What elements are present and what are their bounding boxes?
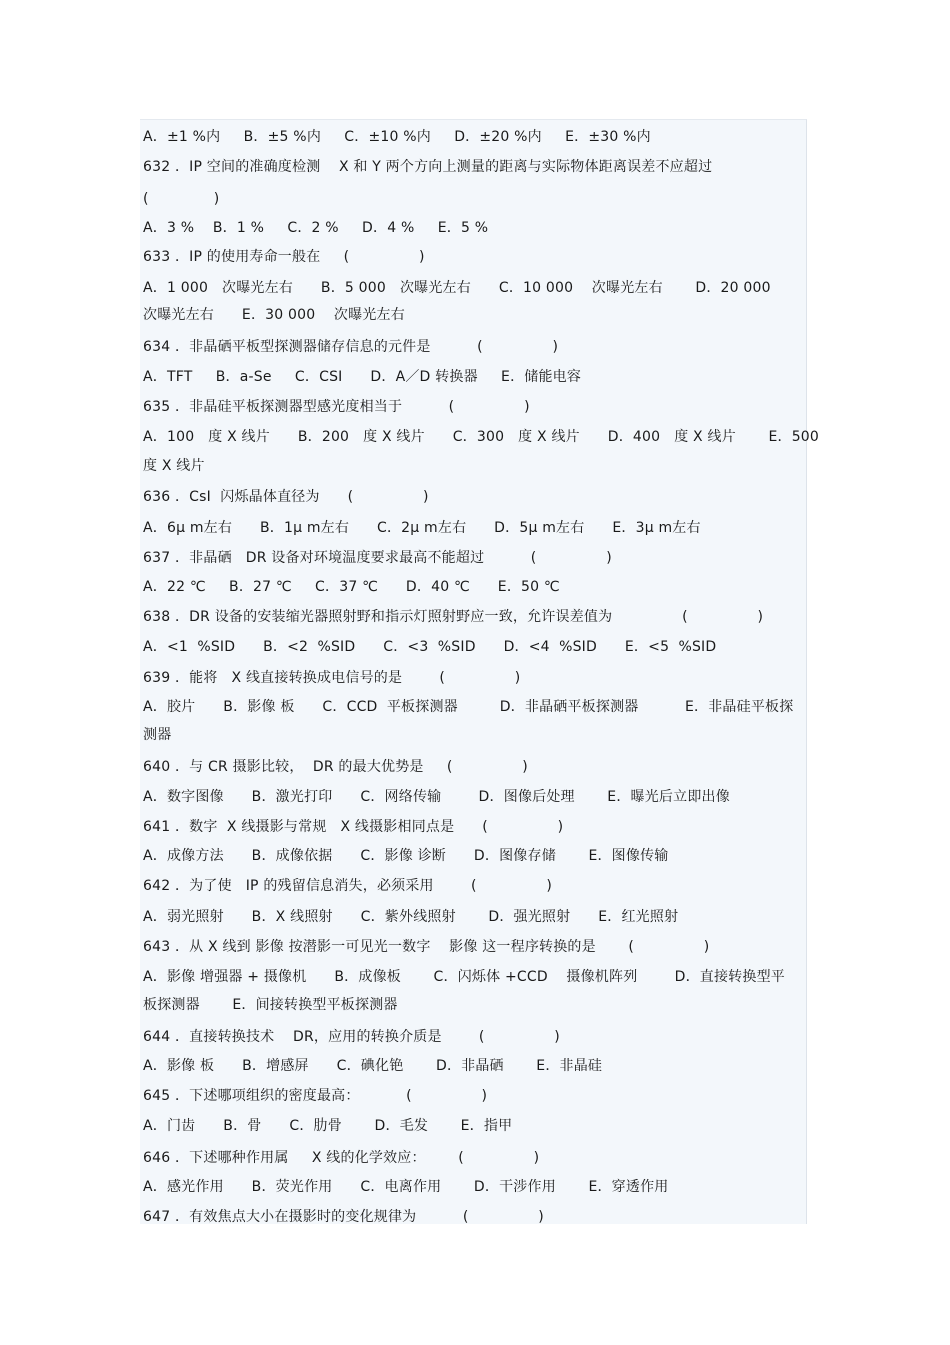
answer-options-635-cont: 度 X 线片 <box>143 458 205 474</box>
answer-options-631: A．±1 %内 B．±5 %内 C．±10 %内 D．±20 %内 E．±30 %内 <box>143 129 651 145</box>
question-638: 638 ．DR 设备的安装缩光器照射野和指示灯照射野应一致，允许误差值为 ( ) <box>143 609 764 625</box>
question-639: 639 ．能将 X 线直接转换成电信号的是 ( ) <box>143 670 521 686</box>
answer-options-633-cont: 次曝光左右 E．30 000 次曝光左右 <box>143 307 405 323</box>
question-636: 636 ．CsI 闪烁晶体直径为 ( ) <box>143 489 429 505</box>
question-632: 632 ．IP 空间的准确度检测 X 和 Y 两个方向上测量的距离与实际物体距离误差不应超过 <box>143 159 713 175</box>
answer-options-644: A．影像 板 B．增感屏 C．碘化铯 D．非晶硒 E．非晶硅 <box>143 1058 603 1074</box>
answer-options-638: A．<1 %SID B．<2 %SID C．<3 %SID D．<4 %SID E．<5 %SID <box>143 639 717 655</box>
question-645: 645 ．下述哪项组织的密度最高： ( ) <box>143 1088 488 1104</box>
question-644: 644 ．直接转换技术 DR，应用的转换介质是 ( ) <box>143 1029 560 1045</box>
answer-options-640: A．数字图像 B．激光打印 C．网络传输 D．图像后处理 E．曝光后立即出像 <box>143 789 730 805</box>
answer-options-645: A．门齿 B．骨 C．肋骨 D．毛发 E．指甲 <box>143 1118 513 1134</box>
answer-options-637: A．22 ℃ B．27 ℃ C．37 ℃ D．40 ℃ E．50 ℃ <box>143 579 560 595</box>
answer-options-639-cont: 测器 <box>143 727 172 743</box>
question-646: 646 ．下述哪种作用属 X 线的化学效应： ( ) <box>143 1150 540 1166</box>
answer-blank-632: ( ) <box>143 191 220 207</box>
question-642: 642 ．为了使 IP 的残留信息消失，必须采用 ( ) <box>143 878 553 894</box>
question-634: 634 ．非晶硒平板型探测器储存信息的元件是 ( ) <box>143 339 559 355</box>
question-641: 641 ．数字 X 线摄影与常规 X 线摄影相同点是 ( ) <box>143 819 564 835</box>
answer-options-641: A．成像方法 B．成像依据 C．影像 诊断 D．图像存储 E．图像传输 <box>143 848 669 864</box>
question-635: 635 ．非晶硅平板探测器型感光度相当于 ( ) <box>143 399 530 415</box>
question-643: 643 ．从 X 线到 影像 按潜影一可见光一数字 影像 这一程序转换的是 ( ) <box>143 939 710 955</box>
answer-options-643: A．影像 增强器 + 摄像机 B．成像板 C．闪烁体 +CCD 摄像机阵列 D．直接转换型平 <box>143 969 785 985</box>
answer-options-632: A．3 % B．1 % C．2 % D．4 % E．5 % <box>143 220 489 236</box>
answer-options-634: A．TFT B．a-Se C．CSI D．A／D 转换器 E．储能电容 <box>143 369 582 385</box>
answer-options-642: A．弱光照射 B．X 线照射 C．紫外线照射 D．强光照射 E．红光照射 <box>143 909 679 925</box>
answer-options-639: A．胶片 B．影像 板 C．CCD 平板探测器 D．非晶硒平板探测器 E．非晶硅平板探 <box>143 699 794 715</box>
answer-options-646: A．感光作用 B．荧光作用 C．电离作用 D．干涉作用 E．穿透作用 <box>143 1179 669 1195</box>
answer-options-633: A．1 000 次曝光左右 B．5 000 次曝光左右 C．10 000 次曝光左右 D．20 000 <box>143 280 771 296</box>
question-647: 647 ．有效焦点大小在摄影时的变化规律为 ( ) <box>143 1209 544 1225</box>
question-640: 640 ．与 CR 摄影比较， DR 的最大优势是 ( ) <box>143 759 528 775</box>
answer-options-643-cont: 板探测器 E．间接转换型平板探测器 <box>143 997 398 1013</box>
answer-options-636: A．6μ m左右 B．1μ m左右 C．2μ m左右 D．5μ m左右 E．3μ m左右 <box>143 520 701 536</box>
question-637: 637 ．非晶硒 DR 设备对环境温度要求最高不能超过 ( ) <box>143 550 612 566</box>
answer-options-635: A．100 度 X 线片 B．200 度 X 线片 C．300 度 X 线片 D．400 度 X 线片 E．500 <box>143 429 820 445</box>
question-633: 633 ．IP 的使用寿命一般在 ( ) <box>143 249 425 265</box>
